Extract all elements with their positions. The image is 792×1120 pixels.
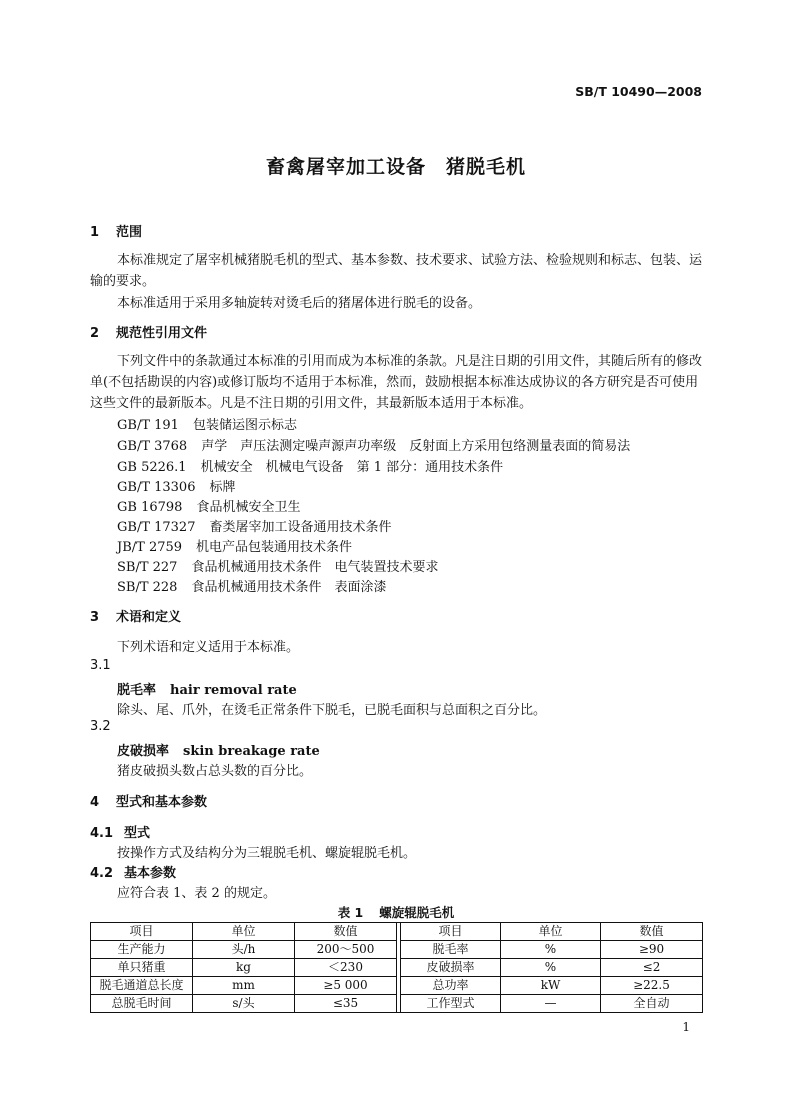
section-title: 型式和基本参数 xyxy=(116,795,208,810)
reference-title: 声学 声压法测定噪声源声功率级 反射面上方采用包络测量表面的简易法 xyxy=(201,439,631,454)
table-cell: ≤35 xyxy=(295,995,397,1013)
term-number: 3.1 xyxy=(90,658,111,673)
table-cell: ≥5 000 xyxy=(295,977,397,995)
subsection-title: 基本参数 xyxy=(124,866,177,881)
section-title: 术语和定义 xyxy=(116,610,182,625)
section-number: 4 xyxy=(90,795,100,810)
section-number: 2 xyxy=(90,326,100,341)
table-caption xyxy=(0,903,792,921)
section-title: 规范性引用文件 xyxy=(116,326,208,341)
table-cell: ＜230 xyxy=(295,959,397,977)
reference-title: 机械安全 机械电气设备 第 1 部分：通用技术条件 xyxy=(200,460,504,475)
reference-code: SB/T 227 xyxy=(117,560,178,575)
table-cell: kW xyxy=(501,977,601,995)
section-1-heading xyxy=(90,221,142,240)
reference-code: GB/T 13306 xyxy=(117,480,196,495)
table-cell: 单只猪重 xyxy=(91,959,193,977)
term-definition: 除头、尾、爪外，在烫毛正常条件下脱毛，已脱毛面积与总面积之百分比。 xyxy=(117,703,547,718)
table-header-cell: 数值 xyxy=(601,923,703,941)
section-title: 范围 xyxy=(116,225,143,240)
subsection-4-1-heading xyxy=(90,822,150,841)
reference-item xyxy=(117,556,438,575)
reference-title: 标牌 xyxy=(209,480,236,495)
table-cell: 工作型式 xyxy=(401,995,501,1013)
reference-code: GB 5226.1 xyxy=(117,460,187,475)
section-3-heading xyxy=(90,606,181,625)
reference-code: GB/T 17327 xyxy=(117,520,196,535)
spec-table xyxy=(90,922,703,1013)
reference-code: GB/T 3768 xyxy=(117,439,188,454)
reference-item xyxy=(117,516,392,535)
term-heading xyxy=(117,679,297,698)
reference-title: 食品机械通用技术条件 表面涂漆 xyxy=(191,580,387,595)
subsection-4-2-heading xyxy=(90,862,176,881)
term-en: hair removal rate xyxy=(170,683,297,698)
table-header-cell: 单位 xyxy=(193,923,295,941)
reference-title: 食品机械安全卫生 xyxy=(196,500,301,515)
table-header-cell: 项目 xyxy=(401,923,501,941)
table-cell: ≥22.5 xyxy=(601,977,703,995)
subsection-4-1-para: 按操作方式及结构分为三辊脱毛机、螺旋辊脱毛机。 xyxy=(117,846,417,861)
table-header-cell: 单位 xyxy=(501,923,601,941)
section-1-para-2: 本标准适用于采用多轴旋转对烫毛后的猪屠体进行脱毛的设备。 xyxy=(117,296,482,311)
subsection-number: 4.2 xyxy=(90,866,114,881)
section-number: 3 xyxy=(90,610,100,625)
reference-item xyxy=(117,536,352,555)
section-4-heading xyxy=(90,791,207,810)
term-number: 3.2 xyxy=(90,719,111,734)
table-row xyxy=(91,995,703,1013)
page-number: 1 xyxy=(682,1020,690,1034)
section-2-heading xyxy=(90,322,207,341)
reference-title: 畜类屠宰加工设备通用技术条件 xyxy=(209,520,392,535)
term-definition: 猪皮破损头数占总头数的百分比。 xyxy=(117,764,313,779)
reference-title: 食品机械通用技术条件 电气装置技术要求 xyxy=(191,560,439,575)
table-cell: 脱毛率 xyxy=(401,941,501,959)
section-2-para: 下列文件中的条款通过本标准的引用而成为本标准的条款。凡是注日期的引用文件，其随后所有的修改单(不包括勘误的内容)或修订版均不适用于本标准，然而，鼓励根据本标准达成协议的各方研究是否可使用这些文件的最新版本。凡是不注日期的引用文件，其最新版本适用于本标准。 xyxy=(90,354,703,411)
subsection-4-2-para: 应符合表 1、表 2 的规定。 xyxy=(117,886,276,901)
standard-code: SB/T 10490—2008 xyxy=(575,84,702,99)
table-cell: s/头 xyxy=(193,995,295,1013)
term-zh: 脱毛率 xyxy=(117,683,157,698)
reference-item xyxy=(117,496,300,515)
table-cell: % xyxy=(501,959,601,977)
table-cell: 头/h xyxy=(193,941,295,959)
table-cell: 生产能力 xyxy=(91,941,193,959)
subsection-number: 4.1 xyxy=(90,826,114,841)
reference-item xyxy=(117,476,236,495)
section-3-para: 下列术语和定义适用于本标准。 xyxy=(117,640,300,655)
table-header-cell: 项目 xyxy=(91,923,193,941)
table-cell: 皮破损率 xyxy=(401,959,501,977)
table-cell: ≤2 xyxy=(601,959,703,977)
reference-code: SB/T 228 xyxy=(117,580,178,595)
table-cell: 全自动 xyxy=(601,995,703,1013)
table-title: 螺旋辊脱毛机 xyxy=(379,905,455,920)
term-en: skin breakage rate xyxy=(183,744,320,759)
reference-code: GB/T 191 xyxy=(117,418,179,433)
section-number: 1 xyxy=(90,225,100,240)
table-cell: % xyxy=(501,941,601,959)
table-row xyxy=(91,977,703,995)
table-cell: ≥90 xyxy=(601,941,703,959)
table-cell: mm xyxy=(193,977,295,995)
reference-item xyxy=(117,576,386,595)
table-cell: 总脱毛时间 xyxy=(91,995,193,1013)
table-cell: kg xyxy=(193,959,295,977)
reference-title: 机电产品包装通用技术条件 xyxy=(196,540,353,555)
subsection-title: 型式 xyxy=(124,826,151,841)
term-zh: 皮破损率 xyxy=(117,744,170,759)
term-heading xyxy=(117,740,320,759)
table-row xyxy=(91,941,703,959)
table-cell: 总功率 xyxy=(401,977,501,995)
table-header-row xyxy=(91,923,703,941)
table-cell: 200～500 xyxy=(295,941,397,959)
reference-code: GB 16798 xyxy=(117,500,183,515)
reference-title: 包装储运图示标志 xyxy=(192,418,297,433)
table-header-cell: 数值 xyxy=(295,923,397,941)
reference-code: JB/T 2759 xyxy=(117,540,183,555)
table-cell: — xyxy=(501,995,601,1013)
page-title: 畜禽屠宰加工设备 猪脱毛机 xyxy=(265,156,526,178)
section-1-para-1: 本标准规定了屠宰机械猪脱毛机的型式、基本参数、技术要求、试验方法、检验规则和标志、包装、运输的要求。 xyxy=(90,253,703,289)
table-cell: 脱毛通道总长度 xyxy=(91,977,193,995)
reference-item xyxy=(117,435,630,454)
reference-item xyxy=(117,414,297,433)
table-label: 表 1 xyxy=(337,905,364,920)
table-row xyxy=(91,959,703,977)
reference-item xyxy=(117,456,503,475)
